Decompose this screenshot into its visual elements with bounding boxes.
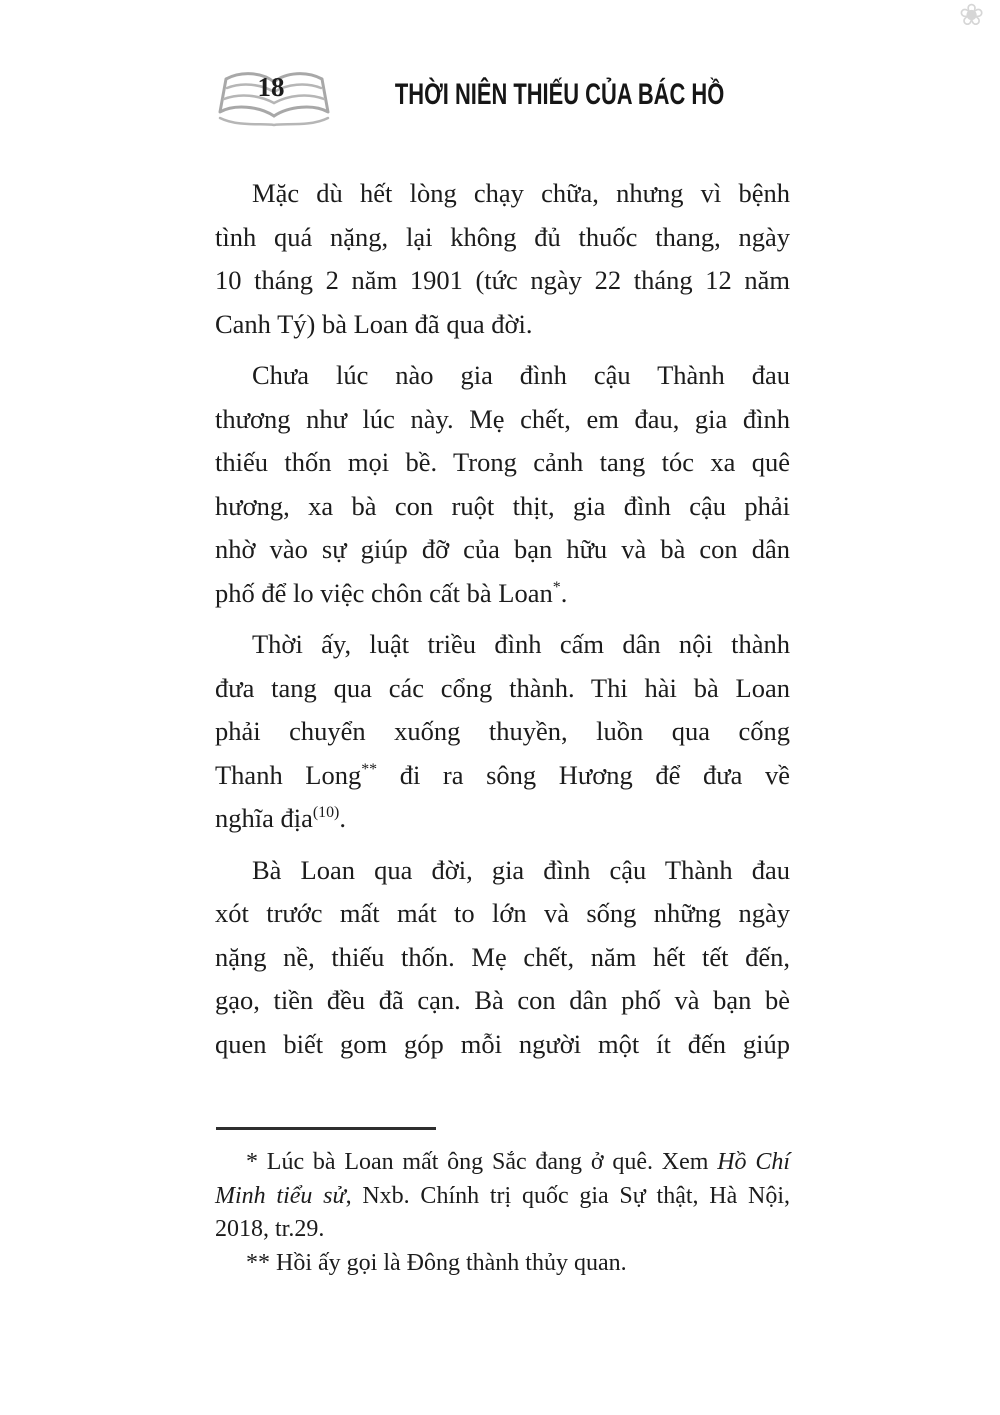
paragraph: [215, 1247, 790, 1281]
text-segment: tình quá nặng, lại không đủ thuốc thang, ngày: [215, 221, 790, 252]
body-line: [215, 354, 790, 398]
body-line: [215, 797, 790, 841]
body-line: [215, 528, 790, 572]
text-segment: .: [560, 577, 568, 608]
footnote-line: [215, 1180, 790, 1214]
paragraph: [215, 1146, 790, 1247]
body-line: [215, 979, 790, 1023]
text-segment: nặng nề, thiếu thốn. Mẹ chết, năm hết tết đến,: [215, 941, 790, 972]
text-segment: hương, xa bà con ruột thịt, gia đình cậu phải: [215, 490, 790, 521]
text-segment: Thời ấy, luật triều đình cấm dân nội thành: [252, 629, 790, 659]
text-segment: Hồ Chí: [717, 1149, 790, 1175]
body-line: [215, 398, 790, 442]
body-line: [215, 172, 790, 216]
body-line: [215, 303, 790, 347]
text-segment: Thanh Long: [215, 759, 362, 790]
text-segment: Bà Loan qua đời, gia đình cậu Thành đau: [252, 854, 790, 885]
footnote-marker: *: [552, 578, 561, 596]
body-line: [215, 623, 790, 667]
text-segment: thương như lúc này. Mẹ chết, em đau, gia đình: [215, 403, 790, 434]
text-segment: gạo, tiền đều đã cạn. Bà con dân phố và bạn bè: [215, 985, 790, 1015]
text-segment: nghĩa địa: [215, 803, 313, 833]
body-line: [215, 936, 790, 980]
body-line: [215, 892, 790, 936]
paragraph: [215, 172, 790, 346]
footnote-line: [215, 1213, 790, 1247]
text-segment: ** Hồi ấy gọi là Đông thành thủy quan.: [246, 1249, 627, 1276]
text-segment: Mặc dù hết lòng chạy chữa, nhưng vì bệnh: [252, 178, 790, 208]
page-title: THỜI NIÊN THIẾU CỦA BÁC HỒ: [395, 78, 725, 111]
page-number: 18: [257, 72, 285, 102]
text-segment: , Nxb. Chính trị quốc gia Sự thật, Hà Nội,: [345, 1182, 791, 1209]
text-segment: nhờ vào sự giúp đỡ của bạn hữu và bà con dân: [215, 534, 790, 564]
flower-ornament-icon: ❀: [959, 0, 985, 33]
footnotes: [215, 1146, 790, 1280]
text-segment: Chưa lúc nào gia đình cậu Thành đau: [252, 360, 790, 390]
text-segment: thiếu thốn mọi bề. Trong cảnh tang tóc xa quê: [215, 447, 790, 477]
body-text: [215, 172, 790, 1066]
body-line: [215, 1023, 790, 1067]
text-segment: phố để lo việc chôn cất bà Loan: [215, 577, 553, 608]
body-line: [215, 441, 790, 485]
body-line: [215, 667, 790, 711]
text-segment: * Lúc bà Loan mất ông Sắc đang ở quê. Xem: [246, 1149, 718, 1175]
text-segment: xót trước mất mát to lớn và sống những ngày: [215, 898, 790, 928]
body-line: [215, 710, 790, 754]
text-segment: phải chuyển xuống thuyền, luồn qua cống: [215, 716, 790, 746]
body-line: [215, 849, 790, 893]
body-line: [215, 572, 790, 616]
paragraph: [215, 623, 790, 841]
text-segment: .: [339, 803, 346, 833]
running-header: [260, 78, 860, 112]
paragraph: [215, 849, 790, 1067]
footnote-line: [215, 1247, 790, 1281]
body-line: [215, 485, 790, 529]
footnote-marker: **: [361, 760, 378, 778]
text-segment: đi ra sông Hương để đưa về: [377, 759, 790, 790]
text-segment: 10 tháng 2 năm 1901 (tức ngày 22 tháng 12 năm: [215, 265, 790, 295]
paragraph: [215, 354, 790, 615]
text-segment: Canh Tý) bà Loan đã qua đời.: [215, 308, 533, 339]
footnote-separator: [216, 1127, 436, 1130]
text-segment: đưa tang qua các cổng thành. Thi hài bà Loan: [215, 672, 790, 703]
body-line: [215, 754, 790, 798]
body-line: [215, 216, 790, 260]
text-segment: quen biết gom góp mỗi người một ít đến giúp: [215, 1028, 790, 1059]
body-line: [215, 259, 790, 303]
footnote-marker: (10): [312, 804, 340, 822]
text-segment: 2018, tr.29.: [215, 1216, 325, 1242]
text-segment: Minh tiểu sử: [215, 1182, 346, 1209]
footnote-line: [215, 1146, 790, 1180]
